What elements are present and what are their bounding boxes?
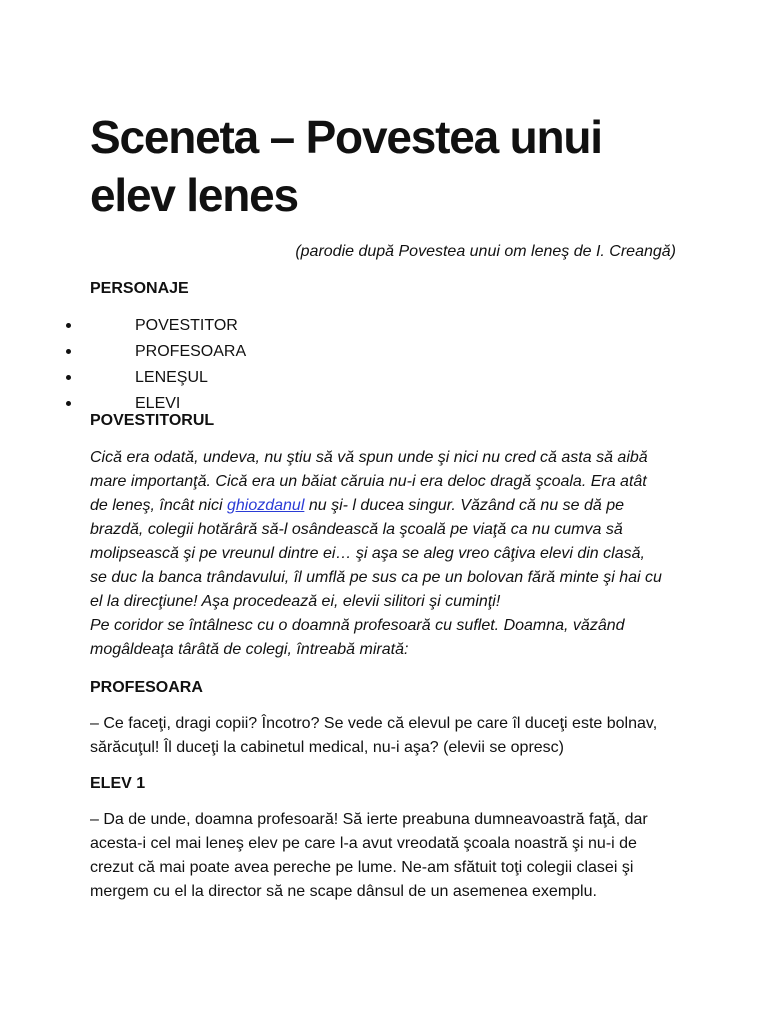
povestitor-paragraph [90,446,676,662]
ghiozdanul-link[interactable]: ghiozdanul [226,497,305,514]
paragraph-line: sărăcuţul! Îl duceţi la cabinetul medical, nu-i aşa? (elevii se opresc) [90,739,565,756]
paragraph-line: crezut că mai poate avea pereche pe lume. Ne-am sfătuit toţi colegii clasei şi [90,859,634,876]
paragraph-line-start: de leneş, încât nici [90,497,227,514]
paragraph-line: – Da de unde, doamna profesoară! Să ierte preabuna dumneavoastră faţă, dar [90,811,648,828]
elev1-heading: ELEV 1 [90,775,146,792]
profesoara-heading: PROFESOARA [90,679,203,696]
paragraph-line: mergem cu el la director să ne scape dânsul de un asemenea exemplu. [90,883,597,900]
bullet-icon [66,401,71,406]
personaje-heading: PERSONAJE [90,280,189,297]
paragraph-line: molipsească şi pe vreunul dintre ei… şi aşa se aleg vreo câţiva elevi din clasă, [90,545,645,562]
paragraph-line: – Ce faceţi, dragi copii? Încotro? Se vede că elevul pe care îl duceţi este bolnav, [90,715,658,732]
personaj-name: PROFESOARA [135,343,247,360]
paragraph-line: acesta-i cel mai leneş elev pe care l-a avut vreodată şcoala noastră şi nu-i de [90,835,637,852]
personaj-name: LENEŞUL [135,369,208,386]
povestitor-heading: POVESTITORUL [90,412,215,429]
paragraph-line: el la direcţiune! Aşa procedează ei, elevii silitori şi cuminţi! [90,593,501,610]
paragraph-line: brazdă, colegii hotărâră să-l osândească la şcoală pe viaţă ca nu cumva să [90,521,623,538]
personaj-name: POVESTITOR [135,317,238,334]
paragraph-line: se duc la banca trândavului, îl umflă pe sus ca pe un bolovan fără minte şi hai cu [90,569,662,586]
paragraph-line: Cică era odată, undeva, nu ştiu să vă spun unde şi nici nu cred că asta să aibă [90,449,648,466]
paragraph-line: mare importanţă. Cică era un băiat căruia nu-i era deloc dragă şcoala. Era atât [90,473,647,490]
paragraph-line: mogâldeaţa târâtă de colegi, întreabă mirată: [90,641,409,658]
document-subtitle: (parodie după Povestea unui om leneş de I. Creangă) [295,243,676,260]
bullet-icon [66,375,71,380]
profesoara-paragraph [90,712,676,760]
paragraph-line-end: nu şi- l ducea singur. Văzând că nu se dă pe [304,497,624,514]
bullet-icon [66,323,71,328]
paragraph-line: Pe coridor se întâlnesc cu o doamnă profesoară cu suflet. Doamna, văzând [90,617,625,634]
paragraph-line [90,494,676,518]
elev1-paragraph [90,808,676,904]
bullet-icon [66,349,71,354]
document-title: Sceneta – Povestea unui elev lenes [90,111,602,221]
personaj-name: ELEVI [135,395,181,412]
